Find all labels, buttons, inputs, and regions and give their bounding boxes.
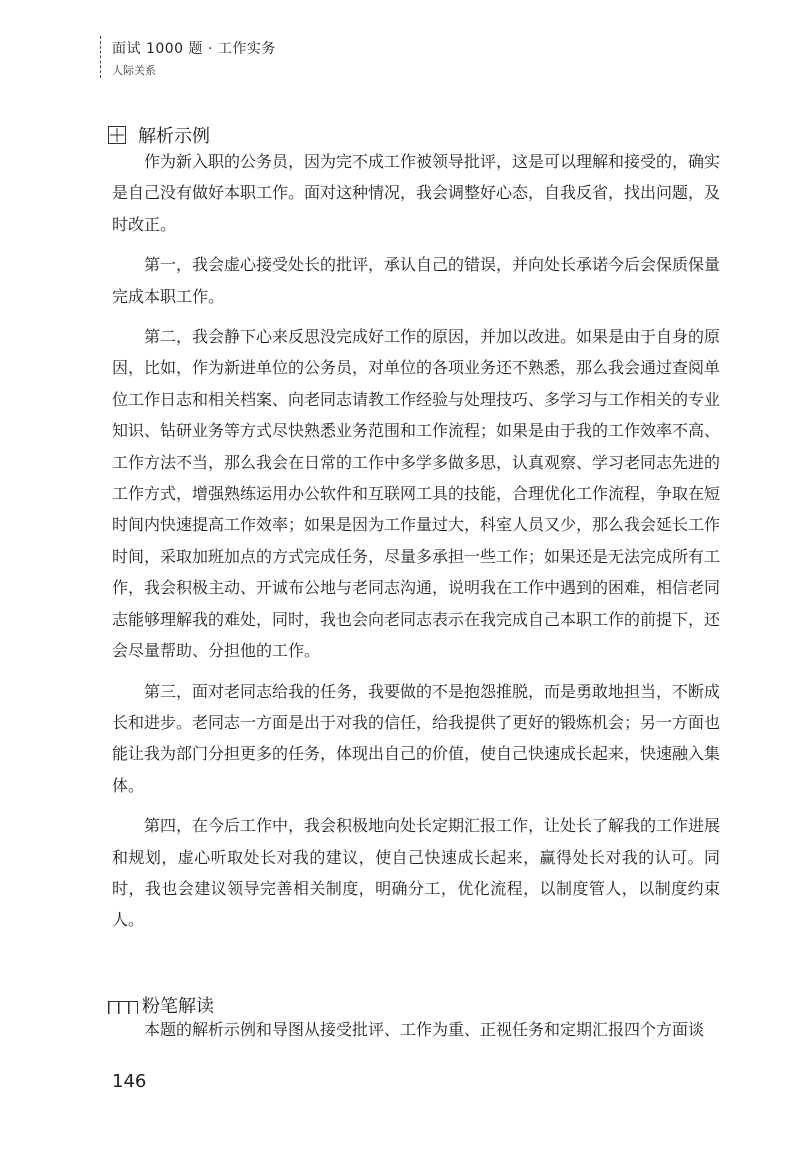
grid-icon (108, 126, 126, 144)
page-number: 146 (112, 1071, 147, 1092)
analysis-paragraph-4: 第三，面对老同志给我的任务，我要做的不是抱怨推脱，而是勇敢地担当，不断成长和进步。老同志一方面是出于对我的信任，给我提供了更好的锻炼机会；另一方面也能让我为部门分担更多的任务，体现出自己的价值，使自己快速成长起来，快速融入集体。 (112, 681, 721, 795)
commentary-body (112, 1014, 720, 1054)
analysis-body (112, 146, 720, 945)
analysis-paragraph-3: 第二，我会静下心来反思没完成好工作的原因，并加以改进。如果是由于自身的原因，比如，作为新进单位的公务员，对单位的各项业务还不熟悉，那么我会通过查阅单位工作日志和相关档案、向老同志请教工作经验与处理技巧、多学习与工作相关的专业知识、钻研业务等方式尽快熟悉业务范围和工作流程；如果是由于我的工作效率不高、工作方法不当，那么我会在日常的工作中多学多做多思，认真观察、学习老同志先进的工作方式，增强熟练运用办公软件和互联网工具的技能，合理优化工作流程，争取在短时间内快速提高工作效率；如果是因为工作量过大，科室人员又少，那么我会延长工作时间，采取加班加点的方式完成任务，尽量多承担一些工作；如果还是无法完成所有工作，我会积极主动、开诚布公地与老同志沟通，说明我在工作中遇到的困难，相信老同志能够理解我的难处，同时，我也会向老同志表示在我完成自己本职工作的前提下，还会尽量帮助、分担他的工作。 (112, 327, 721, 661)
commentary-paragraph-1: 本题的解析示例和导图从接受批评、工作为重、正视任务和定期汇报四个方面谈 (144, 1020, 705, 1039)
analysis-paragraph-1: 作为新入职的公务员，因为完不成工作被领导批评，这是可以理解和接受的，确实是自己没有做好本职工作。面对这种情况，我会调整好心态，自我反省，找出问题，及时改正。 (112, 152, 721, 234)
analysis-paragraph-5: 第四，在今后工作中，我会积极地向处长定期汇报工作，让处长了解我的工作进展和规划，虚心听取处长对我的建议，使自己快速成长起来，赢得处长对我的认可。同时，我也会建议领导完善相关制度，明确分工，优化流程，以制度管人，以制度约束人。 (112, 816, 721, 930)
analysis-paragraph-2: 第一，我会虚心接受处长的批评，承认自己的错误，并向处长承诺今后会保质保量完成本职工作。 (112, 255, 721, 306)
header-divider (100, 36, 102, 78)
running-header-subtitle: 人际关系 (112, 64, 156, 77)
analysis-heading-label: 解析示例 (138, 126, 210, 147)
commentary-heading-label: 粉笔解读 (142, 996, 214, 1017)
analysis-section-heading (108, 122, 210, 148)
running-header-title: 面试 1000 题 · 工作实务 (112, 41, 276, 57)
comb-icon (108, 1001, 138, 1014)
